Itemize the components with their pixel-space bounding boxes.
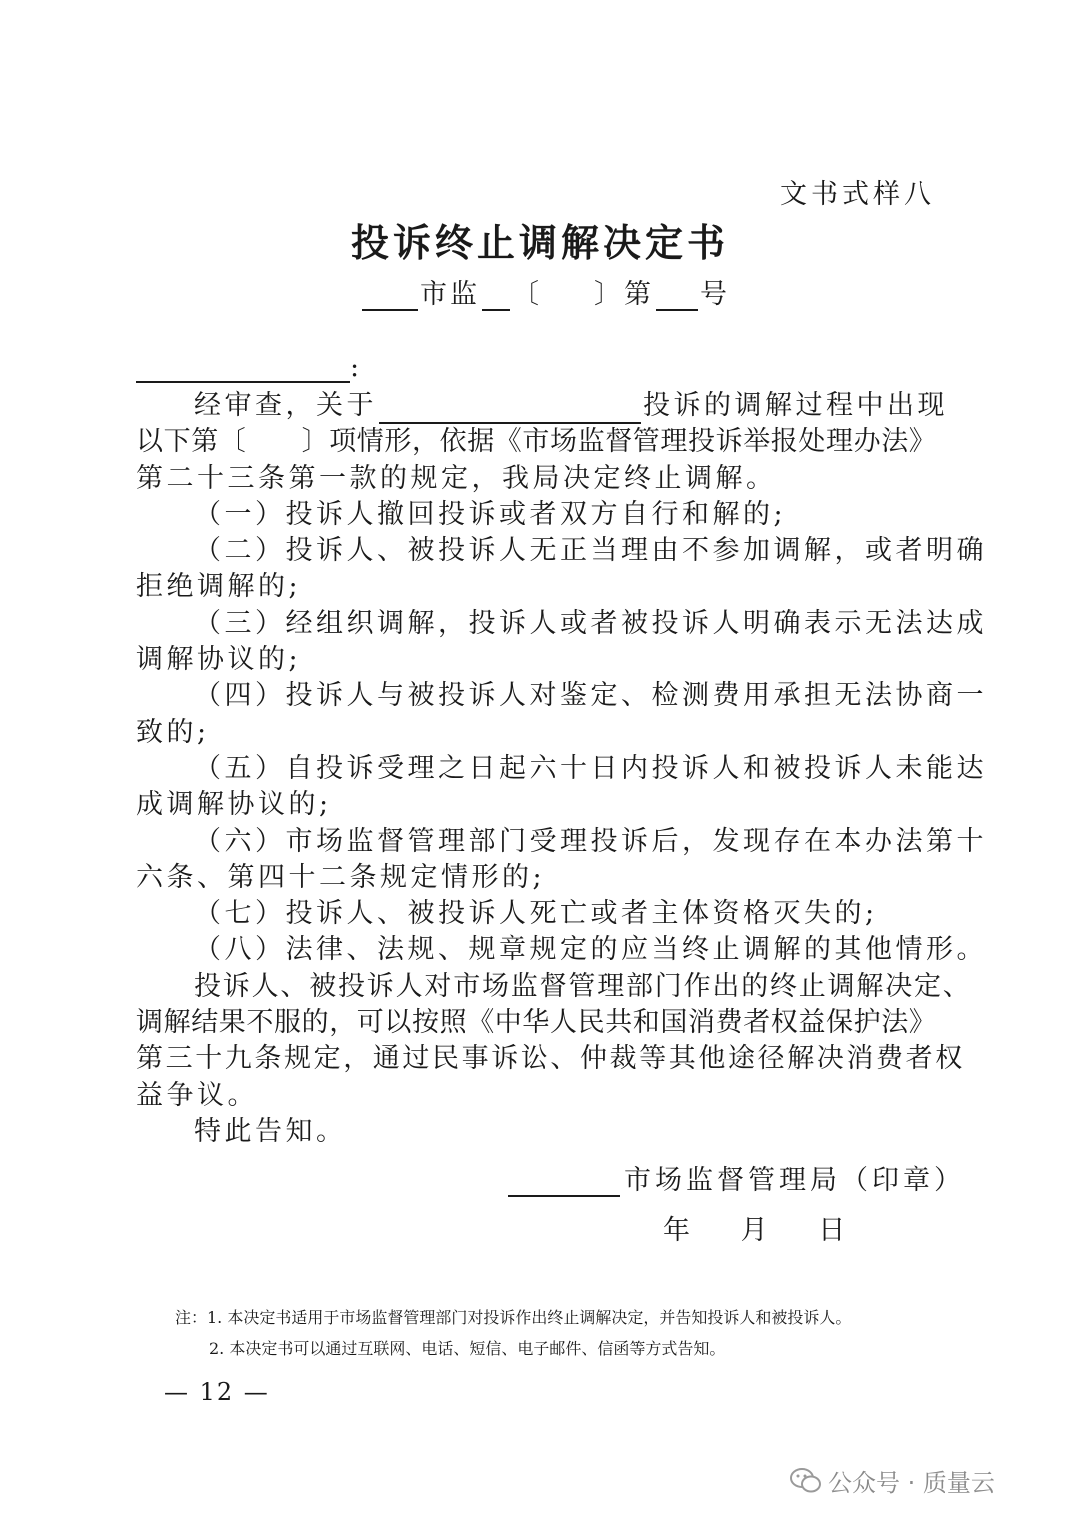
docno-part4: 号 <box>700 279 730 310</box>
list-item-cont: 致的; <box>136 716 210 748</box>
docno-part1: 市监 <box>420 279 480 310</box>
list-item-cont: 调解协议的; <box>136 644 302 676</box>
date-month: 月 <box>740 1215 768 1246</box>
blank-complaint <box>379 394 641 424</box>
body-line: 益争议。 <box>136 1079 258 1111</box>
blank-addressee <box>136 355 350 383</box>
body-line1-a: 经审查，关于 <box>194 390 377 421</box>
list-item: （五）自投诉受理之日起六十日内投诉人和被投诉人未能达 <box>194 752 987 784</box>
signature-org: 市场监督管理局（印章） <box>624 1165 965 1196</box>
blank-serial <box>656 283 698 311</box>
docno-part2: 〔 <box>512 279 542 310</box>
date-year: 年 <box>663 1215 690 1246</box>
list-item-cont: 六条、第四十二条规定情形的; <box>136 861 546 893</box>
body-line: 调解结果不服的，可以按照《中华人民共和国消费者权益保护法》 <box>136 1007 937 1039</box>
watermark <box>790 1463 995 1498</box>
docno-part3: 〕第 <box>594 279 654 310</box>
list-item-cont: 拒绝调解的; <box>136 571 302 603</box>
blank-prefix <box>362 283 418 311</box>
page-number: — 12 — <box>164 1378 270 1406</box>
list-item: （四）投诉人与被投诉人对鉴定、检测费用承担无法协商一 <box>194 680 987 712</box>
doc-title: 投诉终止调解决定书 <box>350 220 729 265</box>
note-1: 注：1. 本决定书适用于市场监督管理部门对投诉作出终止调解决定，并告知投诉人和被投诉人。 <box>175 1308 852 1327</box>
blank-city <box>508 1171 620 1197</box>
note-2: 2. 本决定书可以通过互联网、电话、短信、电子邮件、信函等方式告知。 <box>209 1339 726 1358</box>
list-item: （六）市场监督管理部门受理投诉后，发现存在本办法第十 <box>194 825 987 857</box>
blank-org <box>482 283 510 311</box>
body-line: 第二十三条第一款的规定，我局决定终止调解。 <box>136 462 777 494</box>
closing: 特此告知。 <box>194 1115 347 1147</box>
body-text <box>136 388 987 1150</box>
list-item: （三）经组织调解，投诉人或者被投诉人明确表示无法达成 <box>194 607 987 639</box>
doc-number <box>360 272 730 311</box>
list-item: （一）投诉人撤回投诉或者双方自行和解的; <box>194 498 787 530</box>
addressee <box>136 352 359 383</box>
list-item-cont: 成调解协议的; <box>136 789 332 821</box>
body-line: 以下第〔 〕项情形，依据《市场监督管理投诉举报处理办法》 <box>136 426 937 458</box>
notes <box>175 1302 851 1364</box>
body-line: 投诉人、被投诉人对市场监督管理部门作出的终止调解决定、 <box>194 970 972 1002</box>
addressee-colon: : <box>350 352 360 383</box>
body-line: 第三十九条规定，通过民事诉讼、仲裁等其他途径解决消费者权 <box>136 1043 965 1075</box>
list-item: （八）法律、法规、规章规定的应当终止调解的其他情形。 <box>194 934 987 966</box>
list-item: （二）投诉人、被投诉人无正当理由不参加调解，或者明确 <box>194 535 987 567</box>
list-item: （七）投诉人、被投诉人死亡或者主体资格灭失的; <box>194 898 878 930</box>
signature <box>508 1158 965 1197</box>
date-day: 日 <box>818 1215 846 1246</box>
body-line1-b: 投诉的调解过程中出现 <box>643 390 948 421</box>
body-line <box>136 388 948 424</box>
wechat-icon <box>790 1467 822 1495</box>
signature-date <box>663 1208 887 1247</box>
doc-label: 文书式样八 <box>780 179 935 210</box>
watermark-text: 公众号 · 质量云 <box>828 1469 995 1497</box>
